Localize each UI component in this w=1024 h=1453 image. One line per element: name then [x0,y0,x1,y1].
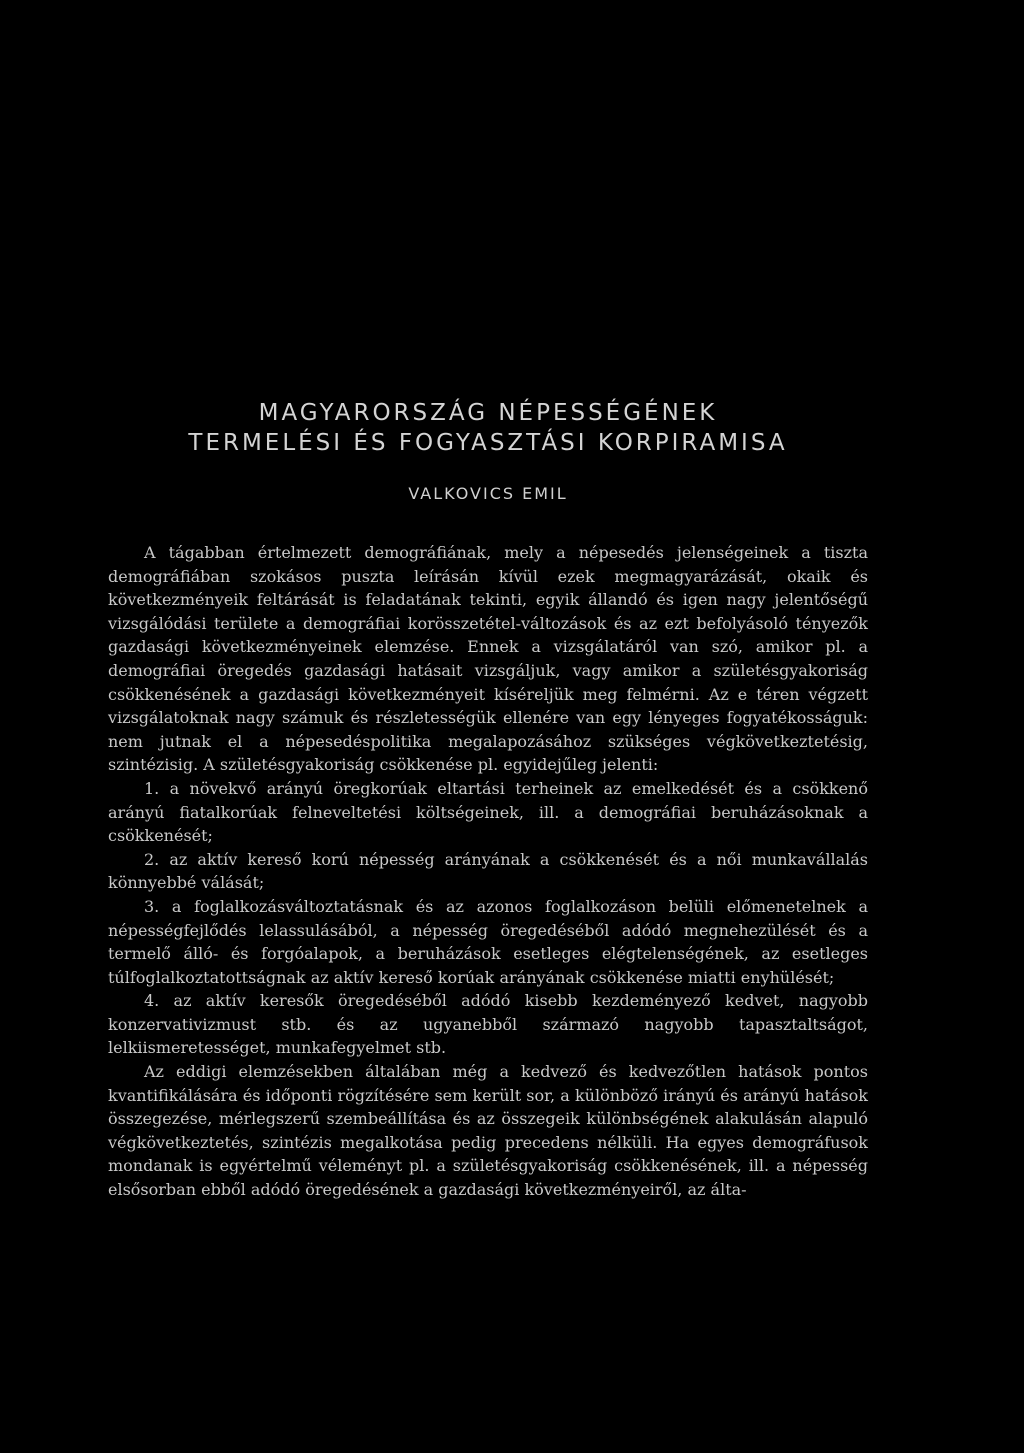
title-line-1: MAGYARORSZÁG NÉPESSÉGÉNEK [258,400,718,426]
paragraph-intro: A tágabban értelmezett demográfiának, mely a népesedés jelenségeinek a tiszta demográfiában szokásos puszta leírásán kívül ezek megmagyarázását, okaik és következményeik feltárását is feladatának tekinti, egyik állandó és igen nagy jelentőségű vizsgálódási területe a demográfiai korösszetétel-változások és az ezt befolyásoló tényezők gazdasági következményeinek elemzése. Ennek a vizsgálatáról van szó, amikor pl. a demográfiai öregedés gazdasági hatásait vizsgáljuk, vagy amikor a születésgyakoriság csökkenésének a gazdasági következményeit kíséreljük meg felmérni. Az e téren végzett vizsgálatoknak nagy számuk és részletességük ellenére van egy lényeges fogyatékosságuk: nem jutnak el a népesedéspolitika megalapozásához szükséges végkövetkeztetésig, szintézisig. A születésgyakoriság csökkenése pl. egyidejűleg jelenti: [108,543,868,775]
list-item-4: 4. az aktív keresők öregedéséből adódó kisebb kezdeményező kedvet, nagyobb konzervativizmust stb. és az ugyanebből származó nagyobb tapasztaltságot, lelkiismeretességet, munkafegyelmet stb. [108,991,868,1058]
list-item-1: 1. a növekvő arányú öregkorúak eltartási terheinek az emelkedését és a csökkenő arányú fiatalkorúak felneveltetési költségeinek, ill. a demográfiai beruházásoknak a csökkenését; [108,778,868,846]
title-line-2: TERMELÉSI ÉS FOGYASZTÁSI KORPIRAMISA [188,430,788,456]
list-item-3: 3. a foglalkozásváltoztatásnak és az azonos foglalkozáson belüli előmenetelnek a népességfejlődés lelassulásából, a népesség öregedéséből adódó megnehezülését és a termelő álló- és forgóalapok, a beruházások esetleges elégtelenségének, az esetleges túlfoglalkoztatottságnak az aktív kereső korúak arányának csökkenése miatti enyhülését; [108,896,868,987]
author-name: VALKOVICS EMIL [408,484,568,503]
list-item-2: 2. az aktív kereső korú népesség arányának a csökkenését és a női munkavállalás könnyebbé válását; [108,849,868,893]
paragraph-conclusion: Az eddigi elemzésekben általában még a kedvező és kedvezőtlen hatások pontos kvantifikálására és időponti rögzítésére sem került sor, a különböző irányú és arányú hatások összegezése, mérlegszerű szembeállítása és az összegeik különbségének alakulásán alapuló végkövetkeztetés, szintézis megalkotása pedig precedens nélküli. Ha egyes demográfusok mondanak is egyértelmű véleményt pl. a születésgyakoriság csökkenésének, ill. a népesség elsősorban ebből adódó öregedésének a gazdasági következményeiről, az álta- [108,1062,868,1200]
article-body [108,541,868,1202]
article [108,398,868,1202]
article-title [108,398,868,458]
